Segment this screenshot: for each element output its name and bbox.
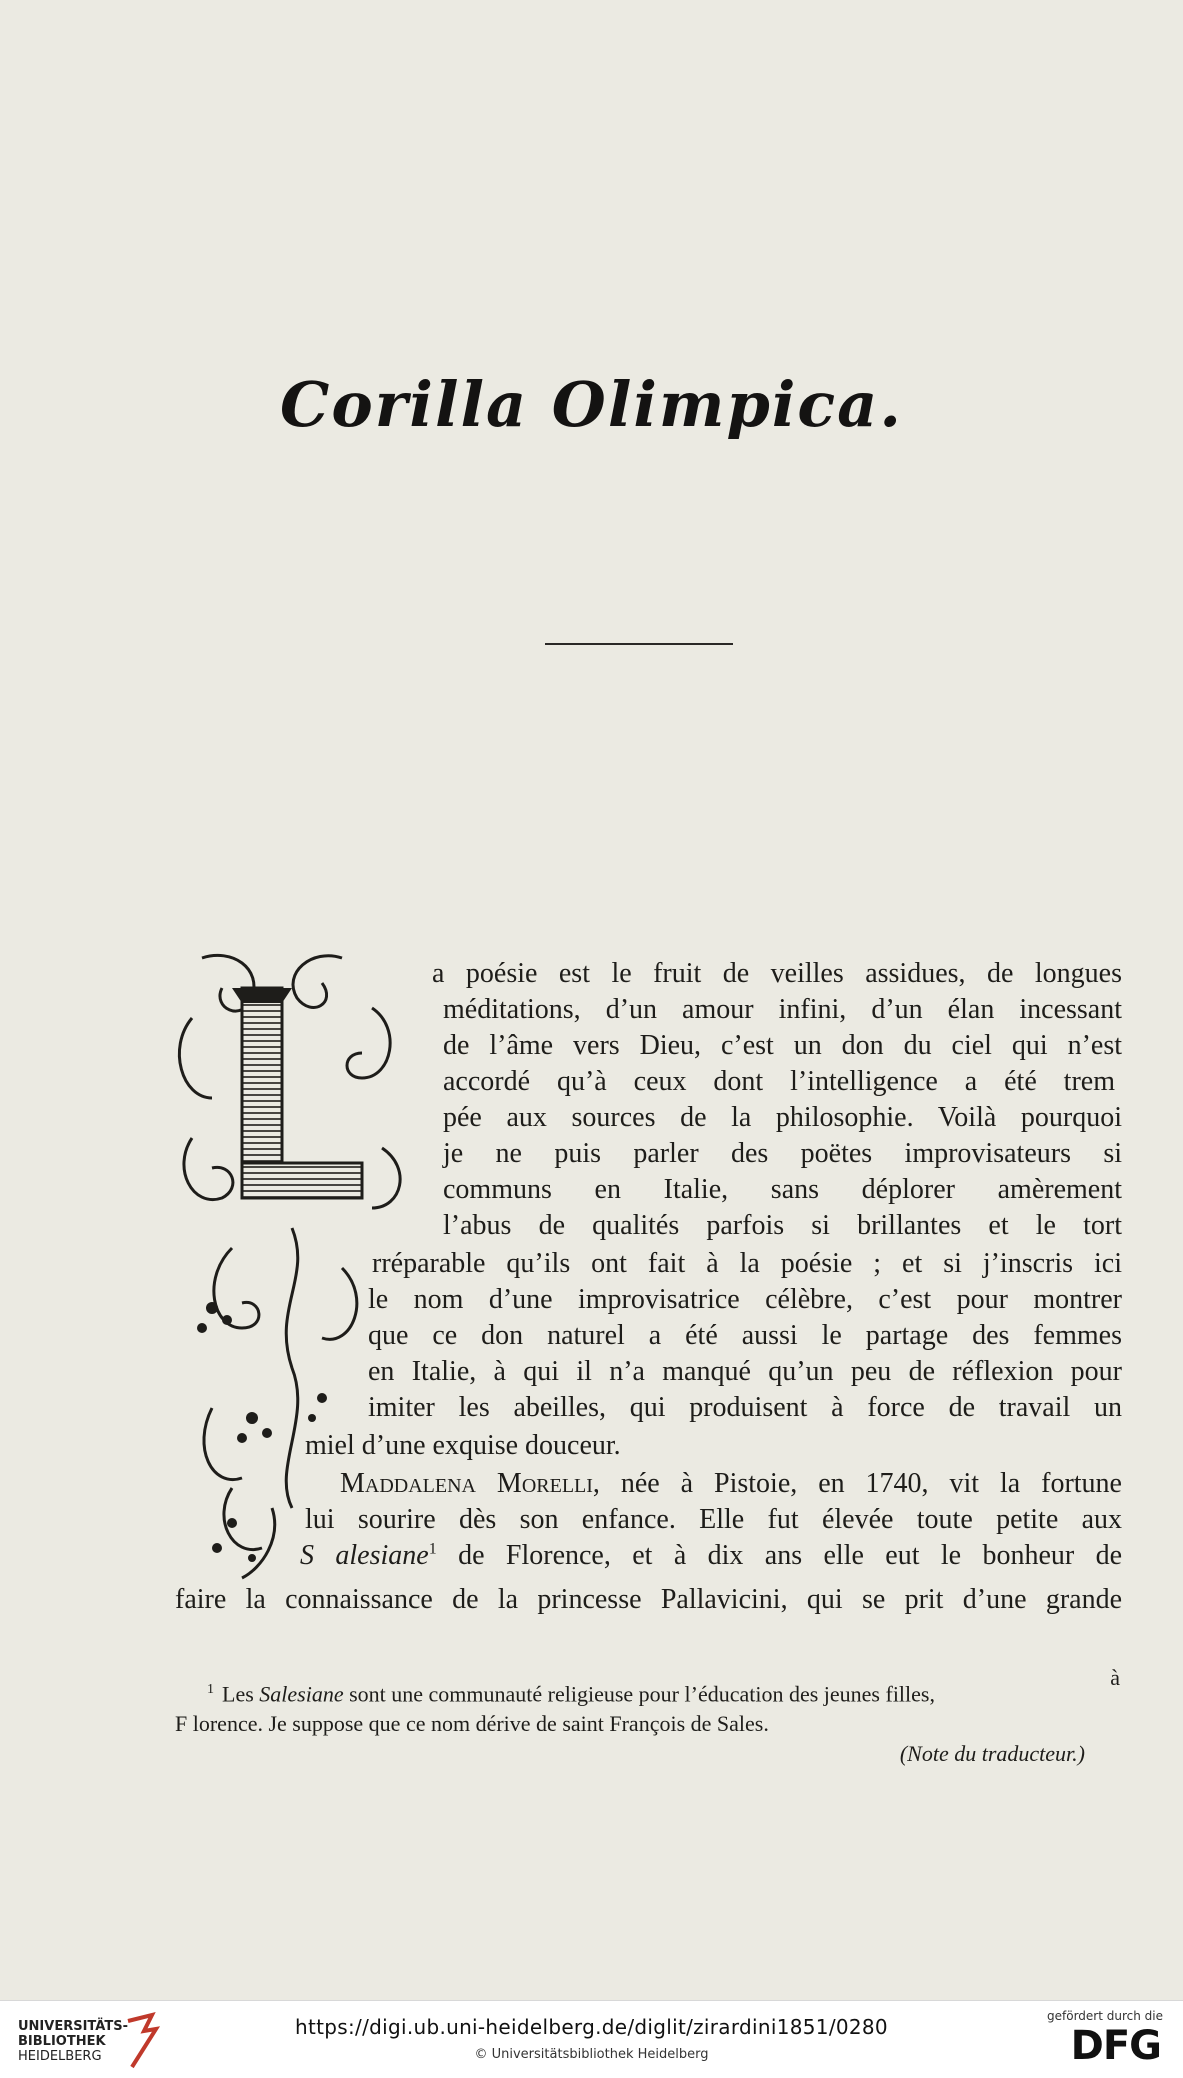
body-line: le nom d’une improvisatrice célèbre, c’est pour montrer <box>368 1284 1122 1315</box>
body-line: rréparable qu’ils ont fait à la poésie ; et si j’inscris ici <box>372 1248 1122 1279</box>
footnote-italic: Salesiane <box>259 1681 344 1707</box>
dfg-logo[interactable]: DFG <box>1070 2023 1161 2069</box>
footnote-line <box>175 1665 1120 1709</box>
viewer-footer <box>0 2000 1183 2078</box>
footnote-line: F lorence. Je suppose que ce nom dérive de saint François de Sales. <box>175 1711 769 1737</box>
body-line: que ce don naturel a été aussi le partage des femmes <box>368 1320 1122 1351</box>
footnote-stray-char: à <box>1110 1665 1120 1690</box>
body-line: de l’âme vers Dieu, c’est un don du ciel qui n’est <box>443 1030 1122 1061</box>
body-line: communs en Italie, sans déplorer amèrement <box>443 1174 1122 1205</box>
footnote <box>175 1665 1120 1769</box>
library-name-line: UNIVERSITÄTS- <box>18 2019 128 2034</box>
title-divider <box>545 643 733 645</box>
body-line: miel d’une exquise douceur. <box>305 1430 621 1461</box>
translator-note: (Note du traducteur.) <box>899 1741 1085 1767</box>
footnote-text: Les <box>222 1681 260 1707</box>
footnote-ref: 1 <box>428 1540 437 1558</box>
sponsor-label: gefördert durch die <box>1047 2009 1163 2023</box>
bleed-through-decoration <box>170 120 1130 252</box>
body-line <box>340 1468 1122 1500</box>
body-line-rest: , née à Pistoie, en 1740, vit la fortune <box>592 1468 1122 1499</box>
copyright-text: © Universitätsbibliothek Heidelberg <box>474 2047 709 2062</box>
footnote-text: sont une communauté religieuse pour l’éducation des jeunes filles, <box>343 1681 935 1707</box>
italic-term: S alesiane <box>300 1540 429 1571</box>
body-line: a poésie est le fruit de veilles assidues, de longues <box>432 958 1122 989</box>
body-line <box>300 1540 1122 1572</box>
body-line: faire la connaissance de la princesse Pallavicini, qui se prit d’une grande <box>175 1584 1122 1615</box>
body-line: l’abus de qualités parfois si brillantes et le tort <box>443 1210 1122 1241</box>
body-line-rest: de Florence, et à dix ans elle eut le bonheur de <box>436 1540 1123 1571</box>
body-line: méditations, d’un amour infini, d’un élan incessant <box>443 994 1122 1025</box>
footnote-marker: 1 <box>207 1682 214 1697</box>
person-name: Maddalena Morelli <box>340 1468 593 1499</box>
body-line: pée aux sources de la philosophie. Voilà pourquoi <box>443 1102 1122 1133</box>
library-name-line: HEIDELBERG <box>18 2049 102 2064</box>
body-line: je ne puis parler des poëtes improvisateurs si <box>443 1138 1122 1169</box>
page-title: Corilla Olimpica. <box>280 368 903 441</box>
body-line: accordé qu’à ceux dont l’intelligence a été trem <box>443 1066 1115 1097</box>
body-line: lui sourire dès son enfance. Elle fut élevée toute petite aux <box>305 1504 1122 1535</box>
body-line: imiter les abeilles, qui produisent à force de travail un <box>368 1392 1122 1423</box>
library-name-line: BIBLIOTHEK <box>18 2034 106 2049</box>
document-url-link[interactable]: https://digi.ub.uni-heidelberg.de/diglit/zirardini1851/0280 <box>295 2015 888 2039</box>
body-line: en Italie, à qui il n’a manqué qu’un peu de réflexion pour <box>368 1356 1122 1387</box>
